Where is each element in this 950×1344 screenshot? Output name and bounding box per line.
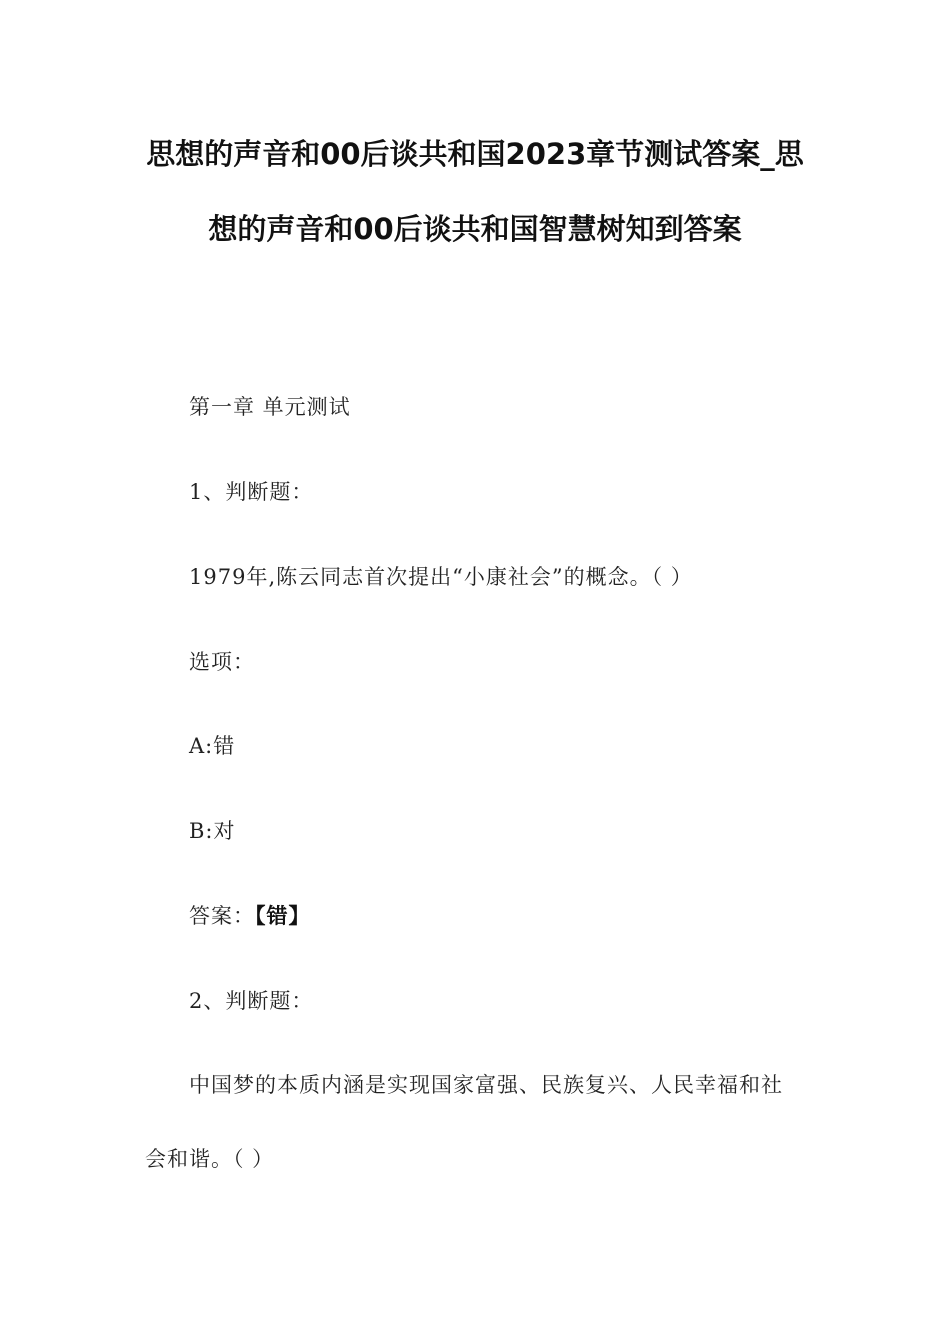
- question-1-options-label: 选项：: [189, 650, 255, 674]
- answer-label: 答案：: [189, 904, 255, 928]
- chapter-heading: 第一章 单元测试: [189, 395, 351, 419]
- question-1-option-a: A:错: [189, 734, 236, 758]
- question-1-text: 1979年,陈云同志首次提出“小康社会”的概念。（ ）: [189, 565, 693, 589]
- document-title-line-2: 想的声音和00后谈共和国智慧树知到答案: [208, 212, 742, 246]
- question-2-text-line-1: 中国梦的本质内涵是实现国家富强、民族复兴、人民幸福和社: [189, 1073, 783, 1097]
- answer-value: 【错】: [255, 903, 311, 928]
- question-2-text-line-2: 会和谐。（ ）: [145, 1147, 275, 1171]
- question-1-answer: [189, 900, 311, 930]
- question-1-option-b: B:对: [189, 819, 236, 843]
- question-2-heading: 2、判断题：: [189, 989, 314, 1013]
- document-title-line-1: 思想的声音和00后谈共和国2023章节测试答案_思: [146, 137, 804, 171]
- question-1-heading: 1、判断题：: [189, 480, 314, 504]
